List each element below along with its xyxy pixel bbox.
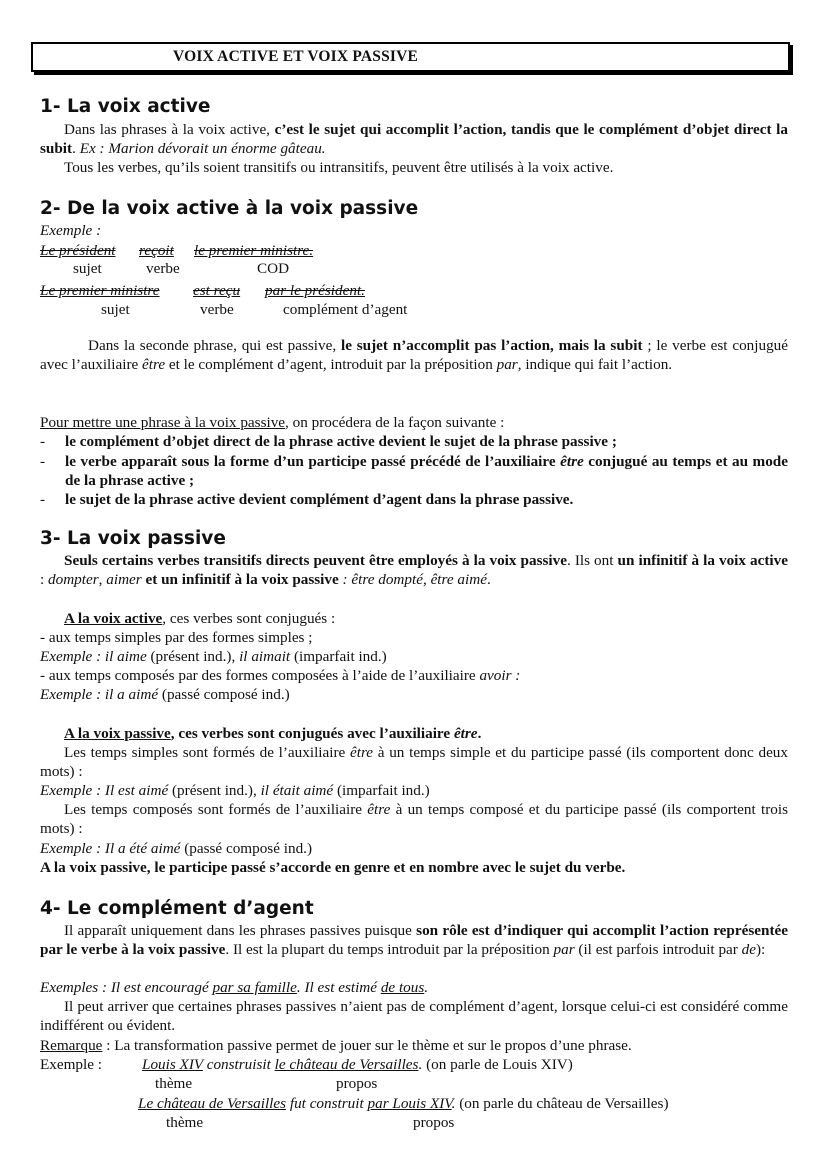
remark: Remarque : La transformation passive permet de jouer sur le thème et sur le propos d’une phrase. [40, 1037, 632, 1054]
section-4-paragraph-2: Il peut arriver que certaines phrases passives n’aient pas de complément d’agent, lorsque celui-ci est considéré comme indifférent ou évident. [40, 998, 788, 1034]
title-box [31, 42, 790, 72]
active-line-3: - aux temps composés par des formes composées à l’aide de l’auxiliaire avoir : [40, 667, 521, 684]
section-2-heading: 2- De la voix active à la voix passive [40, 198, 419, 219]
example-1-verb: reçoit [139, 242, 174, 259]
section-1-paragraph-1: Dans las phrases à la voix active, c’est le sujet qui accomplit l’action, tandis que le complément d’objet direct la subit. Ex : Marion dévorait un énorme gâteau. [40, 121, 788, 157]
example-2-subject: Le premier ministre [40, 282, 160, 299]
example-1-label-sujet: sujet [73, 260, 102, 277]
bullet-1-text: le complément d’objet direct de la phrase active devient le sujet de la phrase passive ; [65, 433, 617, 450]
section-4-examples: Exemples : Il est encouragé par sa famille. Il est estimé de tous. [40, 979, 429, 996]
example-label: Exemple : [40, 222, 102, 239]
example-2-verb: est reçu [193, 282, 241, 299]
bullet-1-marker: - [40, 433, 46, 450]
theme-example-label: Exemple : [40, 1056, 102, 1073]
bullet-2-text: le verbe apparaît sous la forme d’un participe passé précédé de l’auxiliaire être conjugué au temps et au mode de la phrase active ; [65, 453, 788, 489]
bullet-3-marker: - [40, 491, 46, 508]
theme-example-1-theme: thème [155, 1075, 193, 1092]
theme-example-2-theme: thème [166, 1114, 204, 1131]
procedure-intro: Pour mettre une phrase à la voix passive, on procédera de la façon suivante : [40, 414, 505, 431]
active-line-2: Exemple : il aime (présent ind.), il aimait (imparfait ind.) [40, 648, 387, 665]
section-2-paragraph-1: Dans la seconde phrase, qui est passive, le sujet n’accomplit pas l’action, mais la subit ; le verbe est conjugué avec l’auxiliaire être et le complément d’agent, introduit par la préposition par, indique qui fait l’action. [40, 337, 789, 373]
example-2-agent: par le président. [265, 282, 365, 299]
theme-example-1-propos: propos [336, 1075, 378, 1092]
bullet-2-marker: - [40, 453, 46, 470]
passive-paragraph-2: Les temps composés sont formés de l’auxiliaire être à un temps composé et du participe passé (ils comportent trois mots) : [40, 801, 788, 837]
section-4-paragraph-1: Il apparaît uniquement dans les phrases passives puisque son rôle est d’indiquer qui accomplit l’action représentée par le verbe à la voix passive. Il est la plupart du temps introduit par la préposition par (il est parfois introduit par de): [40, 922, 788, 958]
section-1-paragraph-2: Tous les verbes, qu’ils soient transitifs ou intransitifs, peuvent être utilisés à la voix active. [64, 159, 614, 176]
example-2-label-agent: complément d’agent [283, 301, 408, 318]
theme-example-1: Louis XIV construisit le château de Versailles. (on parle de Louis XIV) [142, 1056, 573, 1073]
example-1-cod: le premier ministre. [194, 242, 314, 259]
example-2-label-verbe: verbe [200, 301, 234, 318]
active-line-4: Exemple : il a aimé (passé composé ind.) [40, 686, 290, 703]
passive-example-2: Exemple : Il a été aimé (passé composé ind.) [40, 840, 313, 857]
section-3-paragraph-1: Seuls certains verbes transitifs directs peuvent être employés à la voix passive. Ils ont un infinitif à la voix active : dompter, aimer et un infinitif à la voix passive : être dompté, être aimé. [40, 552, 788, 588]
section-1-heading: 1- La voix active [40, 96, 211, 117]
theme-example-2-propos: propos [413, 1114, 455, 1131]
example-1-label-cod: COD [257, 260, 290, 277]
example-1-label-verbe: verbe [146, 260, 180, 277]
bullet-3-text: le sujet de la phrase active devient complément d’agent dans la phrase passive. [65, 491, 574, 508]
page-title: VOIX ACTIVE ET VOIX PASSIVE [173, 48, 419, 65]
passive-example-1: Exemple : Il est aimé (présent ind.), il était aimé (imparfait ind.) [40, 782, 430, 799]
active-line-1: - aux temps simples par des formes simples ; [40, 629, 313, 646]
active-intro: A la voix active, ces verbes sont conjugués : [64, 610, 336, 627]
example-2-label-sujet: sujet [101, 301, 130, 318]
agreement-rule: A la voix passive, le participe passé s’accorde en genre et en nombre avec le sujet du verbe. [40, 859, 626, 876]
section-4-heading: 4- Le complément d’agent [40, 898, 314, 919]
passive-paragraph-1: Les temps simples sont formés de l’auxiliaire être à un temps simple et du participe passé (ils comportent donc deux mots) : [40, 744, 788, 780]
section-3-heading: 3- La voix passive [40, 528, 226, 549]
theme-example-2: Le château de Versailles fut construit par Louis XIV. (on parle du château de Versailles) [138, 1095, 669, 1112]
example-1-subject: Le président [40, 242, 116, 259]
passive-intro: A la voix passive, ces verbes sont conjugués avec l’auxiliaire être. [64, 725, 482, 742]
